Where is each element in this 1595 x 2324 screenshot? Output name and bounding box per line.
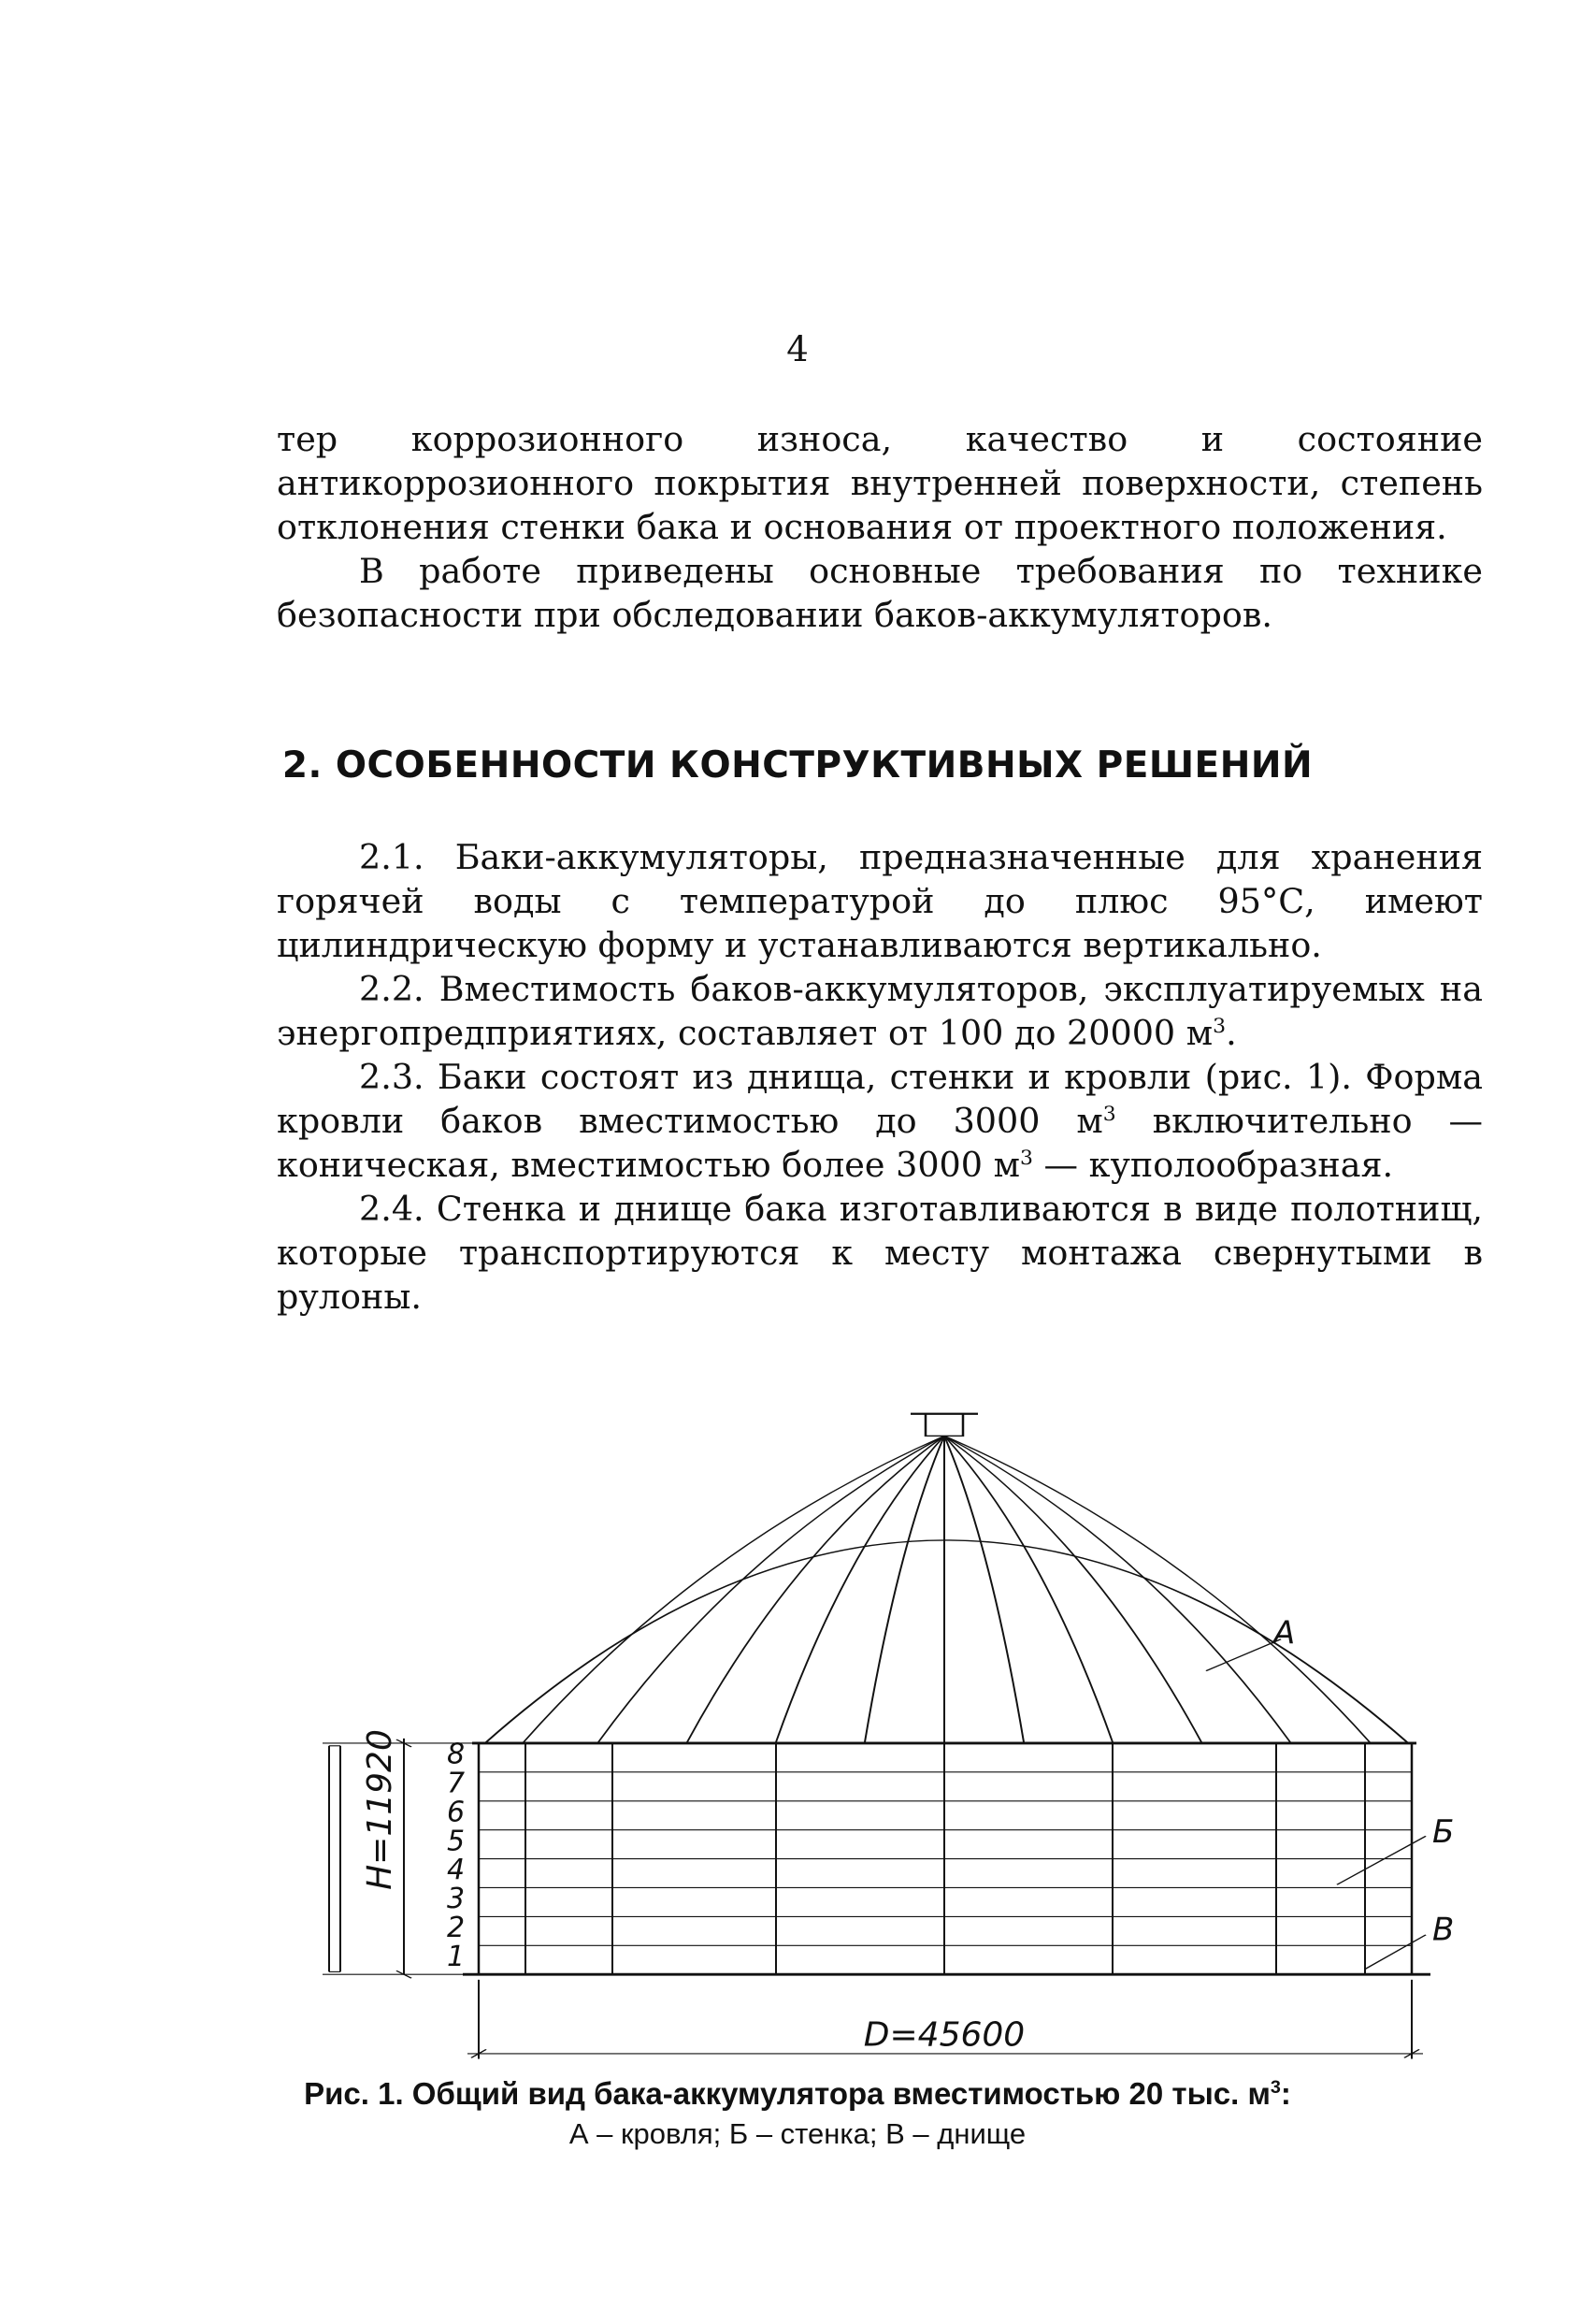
label-bottom: В bbox=[1432, 1911, 1455, 1949]
figure-caption-legend: А – кровля; Б – стенка; В – днище bbox=[568, 2117, 1027, 2150]
superscript: 3 bbox=[1270, 2077, 1281, 2098]
belt-number: 3 bbox=[447, 1883, 466, 1916]
roof-rib bbox=[687, 1436, 944, 1741]
label-wall: Б bbox=[1432, 1813, 1455, 1852]
belt-number: 7 bbox=[447, 1767, 466, 1800]
roof-rib bbox=[776, 1436, 944, 1741]
superscript: 3 bbox=[1020, 1146, 1033, 1170]
intro-text bbox=[277, 417, 1483, 637]
belt-number: 1 bbox=[447, 1940, 466, 1973]
roof-rib bbox=[598, 1436, 944, 1741]
belt-number: 4 bbox=[447, 1854, 466, 1887]
paragraph-2-2-end: . bbox=[1226, 1013, 1237, 1053]
label-roof: А bbox=[1273, 1614, 1296, 1653]
figure-caption-text: Рис. 1. Общий вид бака-аккумулятора вместимостью 20 тыс. м bbox=[304, 2076, 1271, 2111]
paragraph-2-3-part-a: 2.3. Баки состоят из днища, стенки и кровли (рис. 1). Форма кровли баков вместимостью до 3000 м bbox=[277, 1057, 1483, 1141]
superscript: 3 bbox=[1213, 1014, 1227, 1038]
intro-paragraph-2: В работе приведены основные требования по технике безопасности при обследовании баков-аккумуляторов. bbox=[277, 551, 1483, 635]
roof-rib bbox=[944, 1436, 1024, 1741]
paragraph-2-1: 2.1. Баки-аккумуляторы, предназначенные для хранения горячей воды с температурой до плюс 95°С, имеют цилиндрическую форму и устанавливаются вертикально. bbox=[277, 837, 1483, 965]
figure-caption-colon: : bbox=[1280, 2076, 1291, 2111]
tank-figure bbox=[0, 1375, 1595, 2067]
roof-vent bbox=[926, 1414, 963, 1436]
paragraph-2-3 bbox=[277, 1055, 1483, 1187]
roof-rib bbox=[944, 1436, 1113, 1741]
belt-numbers bbox=[447, 1739, 465, 1973]
diameter-dimension-label: D=45600 bbox=[863, 2015, 1026, 2055]
page-number: 4 bbox=[786, 329, 809, 369]
paragraph-2-3-part-b: включительно — коническая, вместимостью более 3000 м bbox=[277, 1101, 1483, 1185]
section-heading: 2. ОСОБЕННОСТИ КОНСТРУКТИВНЫХ РЕШЕНИЙ bbox=[281, 744, 1314, 787]
roof-rib bbox=[524, 1436, 944, 1741]
figure-caption-title bbox=[0, 2076, 1595, 2112]
belt-number: 6 bbox=[447, 1796, 466, 1829]
belt-number: 5 bbox=[447, 1825, 466, 1858]
roof-rib bbox=[944, 1436, 1290, 1741]
paragraph-2-4: 2.4. Стенка и днище бака изготавливаются в виде полотнищ, которые транспортируются к месту монтажа свернутыми в рулоны. bbox=[277, 1189, 1483, 1317]
intro-paragraph-1: тер коррозионного износа, качество и состояние антикоррозионного покрытия внутренней поверхности, степень отклонения стенки бака и основания от проектного положения. bbox=[277, 419, 1483, 547]
superscript: 3 bbox=[1102, 1102, 1116, 1126]
roof-rib bbox=[865, 1436, 944, 1741]
height-dimension-label: H=11920 bbox=[361, 1729, 399, 1890]
leader-line-roof bbox=[1206, 1639, 1281, 1671]
section-text bbox=[277, 835, 1483, 1319]
paragraph-2-3-part-c: — куполообразная. bbox=[1032, 1145, 1394, 1185]
roof-rib bbox=[944, 1436, 1201, 1741]
belt-number: 8 bbox=[447, 1738, 466, 1771]
paragraph-2-2 bbox=[277, 967, 1483, 1055]
roof-ribs bbox=[524, 1436, 1370, 1741]
belt-number: 2 bbox=[447, 1912, 466, 1945]
leader-line-bottom bbox=[1365, 1935, 1426, 1970]
paragraph-2-2-text: 2.2. Вместимость баков-аккумуляторов, эксплуатируемых на энергопредприятиях, составляет от 100 до 20000 м bbox=[277, 969, 1483, 1053]
